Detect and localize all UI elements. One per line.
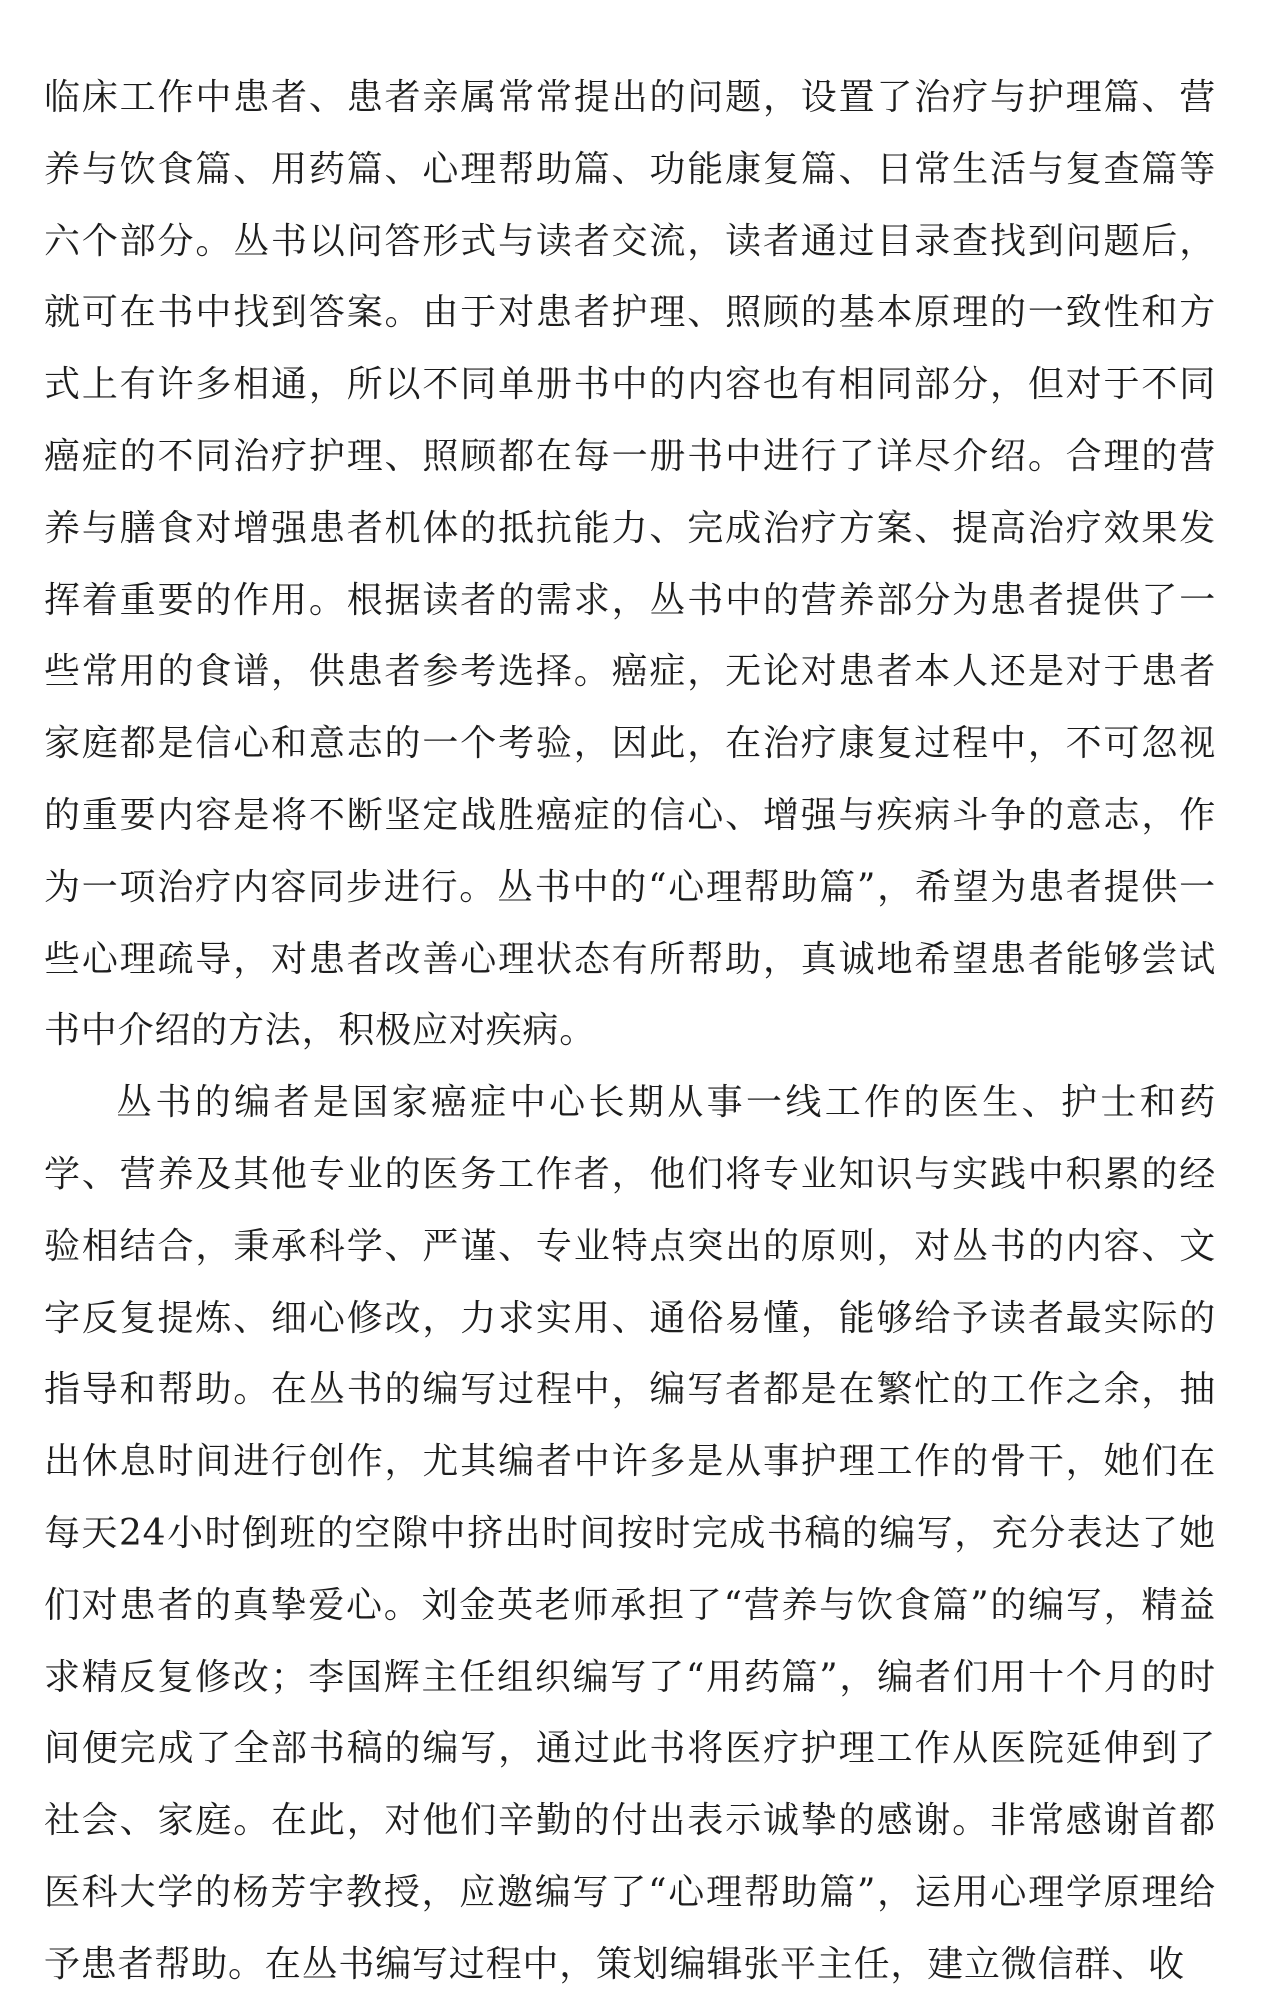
paragraph-editors: 丛书的编者是国家癌症中心长期从事一线工作的医生、护士和药学、营养及其他专业的医务工作者，他们将专业知识与实践中积累的经验相结合，秉承科学、严谨、专业特点突出的原则，对丛书的内容、文字反复提炼、细心修改，力求实用、通俗易懂，能够给予读者最实际的指导和帮助。在丛书的编写过程中，编写者都是在繁忙的工作之余，抽出休息时间进行创作，尤其编者中许多是从事护理工作的骨干，她们在每天24小时倒班的空隙中挤出时间按时完成书稿的编写，充分表达了她们对患者的真挚爱心。刘金英老师承担了“营养与饮食篇”的编写，精益求精反复修改；李国辉主任组织编写了“用药篇”，编者们用十个月的时间便完成了全部书稿的编写，通过此书将医疗护理工作从医院延伸到了社会、家庭。在此，对他们辛勤的付出表示诚挚的感谢。非常感谢首都医科大学的杨芳宇教授，应邀编写了“心理帮助篇”，运用心理学原理给予患者帮助。在丛书编写过程中，策划编辑张平主任，建立微信群、收	[44, 1082, 1216, 1985]
paragraph-continuation: 临床工作中患者、患者亲属常常提出的问题，设置了治疗与护理篇、营养与饮食篇、用药篇、心理帮助篇、功能康复篇、日常生活与复查篇等六个部分。丛书以问答形式与读者交流，读者通过目录查找到问题后，就可在书中找到答案。由于对患者护理、照顾的基本原理的一致性和方式上有许多相通，所以不同单册书中的内容也有相同部分，但对于不同癌症的不同治疗护理、照顾都在每一册书中进行了详尽介绍。合理的营养与膳食对增强患者机体的抵抗能力、完成治疗方案、提高治疗效果发挥着重要的作用。根据读者的需求，丛书中的营养部分为患者提供了一些常用的食谱，供患者参考选择。癌症，无论对患者本人还是对于患者家庭都是信心和意志的一个考验，因此，在治疗康复过程中，不可忽视的重要内容是将不断坚定战胜癌症的信心、增强与疾病斗争的意志，作为一项治疗内容同步进行。丛书中的“心理帮助篇”，希望为患者提供一些心理疏导，对患者改善心理状态有所帮助，真诚地希望患者能够尝试书中介绍的方法，积极应对疾病。	[44, 77, 1216, 1052]
